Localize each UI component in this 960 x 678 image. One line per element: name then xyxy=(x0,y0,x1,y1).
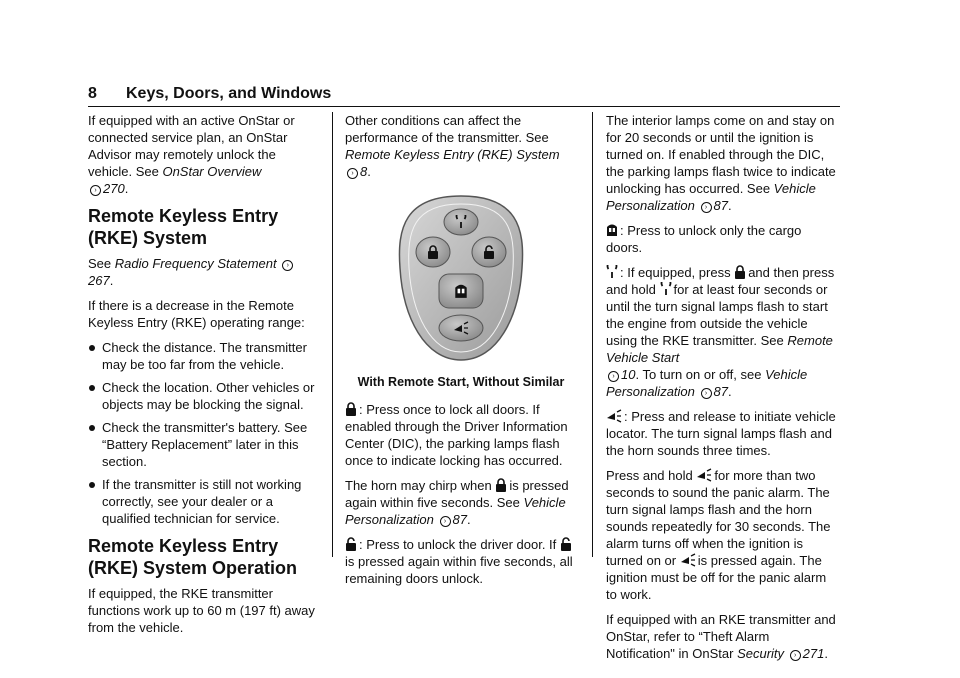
decrease-paragraph: If there is a decrease in the Remote Keyless Entry (RKE) operating range: xyxy=(88,298,305,330)
security-link[interactable]: Security xyxy=(737,646,785,661)
range-checklist xyxy=(88,339,320,527)
vehicle-personalization-link[interactable]: Vehicle Personalization xyxy=(606,367,808,399)
vehicle-personalization-link[interactable]: Vehicle Personalization xyxy=(606,181,816,213)
vehicle-locator-paragraph: : Press and release to initiate vehicle locator. The turn signal lamps flash and the horn sounds three times. xyxy=(606,409,836,458)
bullet-icon xyxy=(89,482,95,488)
lock-button xyxy=(416,237,450,267)
horn-icon xyxy=(696,468,712,482)
key-fob-illustration xyxy=(345,188,577,368)
list-item: Check the location. Other vehicles or objects may be blocking the signal. xyxy=(88,379,320,413)
panic-paragraph: Press and hold for more than two seconds to sound the panic alarm. The turn signal lamps flash and the horn sounds repeatedly for 30 seconds. The alarm turns off when the ignition is turned on or is pressed again. The ignition must be off for the panic alarm to work. xyxy=(606,468,831,602)
lock-icon xyxy=(495,478,507,492)
column-1 xyxy=(88,112,320,644)
vehicle-personalization-link[interactable]: Vehicle Personalization xyxy=(345,495,566,527)
page-ref-arrow-icon: › xyxy=(90,185,101,196)
horn-icon xyxy=(606,409,622,423)
unlock-paragraph: : Press to unlock the driver door. If is pressed again within five seconds, all remaining doors unlock. xyxy=(345,537,573,586)
interior-lamps-paragraph: The interior lamps come on and stay on for 20 seconds or until the ignition is turned on. If enabled through the DIC, the parking lamps flash twice to indicate unlocking has occurred. See Vehicle Personalization › 87. xyxy=(606,113,836,213)
unlock-button xyxy=(472,237,506,267)
page-ref-arrow-icon: › xyxy=(790,650,801,661)
list-item: If the transmitter is still not working correctly, see your dealer or a qualified technician for service. xyxy=(88,476,320,527)
figure-caption: With Remote Start, Without Similar xyxy=(357,375,565,389)
cargo-button xyxy=(439,274,483,308)
remote-start-icon xyxy=(660,282,672,296)
list-item: Check the distance. The transmitter may be too far from the vehicle. xyxy=(88,339,320,373)
see-reference: See Radio Frequency Statement ›267. xyxy=(88,255,320,289)
onstar-overview-link[interactable]: OnStar Overview xyxy=(162,164,262,179)
page-ref[interactable]: 87 xyxy=(713,198,728,213)
cargo-door-icon xyxy=(606,223,618,237)
page-ref[interactable]: 10 xyxy=(621,367,636,382)
panic-button xyxy=(439,315,483,341)
page-ref-arrow-icon: › xyxy=(440,516,451,527)
page-ref[interactable]: 87 xyxy=(713,384,728,399)
page-ref-arrow-icon: › xyxy=(347,168,358,179)
radio-frequency-link[interactable]: Radio Frequency Statement xyxy=(114,256,277,271)
remote-start-button xyxy=(444,209,478,235)
horn-paragraph: The horn may chirp when is pressed again within five seconds. See Vehicle Personalization › 87. xyxy=(345,478,569,527)
lock-icon xyxy=(345,402,357,416)
cargo-paragraph: : Press to unlock only the cargo doors. xyxy=(606,223,802,255)
page-ref-arrow-icon: › xyxy=(701,202,712,213)
lock-icon xyxy=(734,265,746,279)
unlock-icon xyxy=(345,537,357,551)
page-ref-arrow-icon: › xyxy=(608,371,619,382)
page-ref-arrow-icon: › xyxy=(701,388,712,399)
rke-heading: Remote Keyless Entry (RKE) System xyxy=(88,206,279,248)
conditions-paragraph: Other conditions can affect the performance of the transmitter. See Remote Keyless Entry (RKE) System › 8. xyxy=(345,113,560,179)
bullet-icon xyxy=(89,385,95,391)
horn-icon xyxy=(680,553,696,567)
page-ref[interactable]: 271 xyxy=(802,646,825,661)
bullet-icon xyxy=(89,345,95,351)
page-ref[interactable]: 8 xyxy=(360,164,368,179)
section-title: Keys, Doors, and Windows xyxy=(126,85,332,102)
column-3 xyxy=(606,112,840,670)
lock-paragraph: : Press once to lock all doors. If enabled through the Driver Information Center (DIC), the parking lamps flash once to indicate locking has occurred. xyxy=(345,402,568,468)
onstar-paragraph: If equipped with an RKE transmitter and OnStar, refer to “Theft Alarm Notification" in OnStar Security › 271. xyxy=(606,612,836,661)
page-ref-arrow-icon: › xyxy=(282,260,293,271)
intro-paragraph: If equipped with an active OnStar or connected service plan, an OnStar Advisor may remotely unlock the vehicle. See OnStar Overview › 270. xyxy=(88,113,295,196)
list-item: Check the transmitter's battery. See “Battery Replacement” later in this section. xyxy=(88,419,320,470)
remote-start-paragraph: : If equipped, press and then press and hold for at least four seconds or until the turn signal lamps flash to start the engine from outside the vehicle using the RKE transmitter. See Remote Vehicle Start › 10. To turn on or off, see Vehicle Personalization › 87. xyxy=(606,264,840,400)
rke-operation-heading: Remote Keyless Entry (RKE) System Operation xyxy=(88,536,298,578)
bullet-icon xyxy=(89,425,95,431)
remote-vehicle-start-link[interactable]: Remote Vehicle Start xyxy=(606,333,833,365)
column-divider xyxy=(592,112,593,557)
page-ref[interactable]: 267 xyxy=(88,273,110,288)
column-2 xyxy=(345,112,577,595)
page-number: 8 xyxy=(88,85,97,102)
page-header xyxy=(88,82,840,107)
column-divider xyxy=(332,112,333,557)
unlock-icon xyxy=(560,537,572,551)
remote-start-icon xyxy=(606,265,618,279)
operation-paragraph: If equipped, the RKE transmitter functions work up to 60 m (197 ft) away from the vehicle. xyxy=(88,586,315,635)
page-ref[interactable]: 270 xyxy=(103,181,125,196)
page-ref[interactable]: 87 xyxy=(452,512,467,527)
rke-system-link[interactable]: Remote Keyless Entry (RKE) System xyxy=(345,147,560,162)
